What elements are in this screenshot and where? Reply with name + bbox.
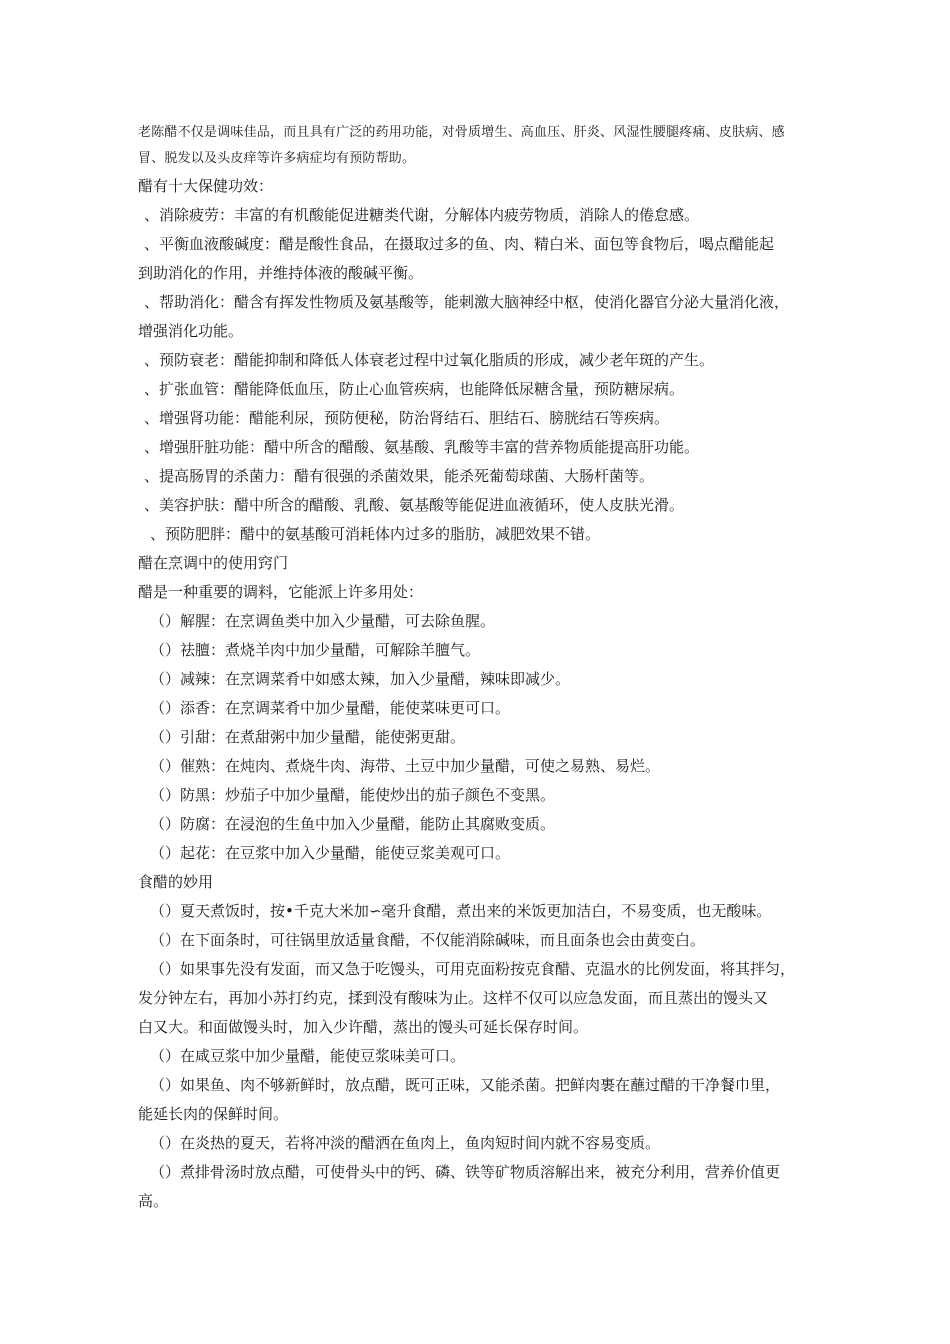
list-item: （）引甜：在煮甜粥中加少量醋，能使粥更甜。 xyxy=(150,728,466,746)
list-item: （）祛膻：煮烧羊肉中加少量醋，可解除羊膻气。 xyxy=(150,641,481,659)
benefit-item: 、提高肠胃的杀菌力：醋有很强的杀菌效果，能杀死葡萄球菌、大肠杆菌等。 xyxy=(144,467,655,485)
list-item-continuation: 能延长肉的保鲜时间。 xyxy=(138,1105,289,1123)
list-item: （）在下面条时，可往锅里放适量食醋，不仅能消除碱味，而且面条也会由黄变白。 xyxy=(150,931,706,949)
benefit-item: 、增强肝脏功能：醋中所含的醋酸、氨基酸、乳酸等丰富的营养物质能提高肝功能。 xyxy=(144,438,700,456)
list-item: （）减辣：在烹调菜肴中如感太辣，加入少量醋，辣味即减少。 xyxy=(150,670,571,688)
document-page xyxy=(138,120,838,1216)
section-subheading: 醋是一种重要的调料，它能派上许多用处： xyxy=(138,583,424,601)
section-heading-health-benefits: 醋有十大保健功效： xyxy=(138,177,274,195)
vinegar-uses-list xyxy=(138,897,838,1216)
intro-line: 老陈醋不仅是调味佳品，而且具有广泛的药用功能，对骨质增生、高血压、肝炎、风湿性腰腿疼痛、皮肤病、感 xyxy=(138,125,785,140)
benefit-item-continuation: 增强消化功能。 xyxy=(138,322,244,340)
benefit-item: 、增强肾功能：醋能利尿，预防便秘，防治肾结石、胆结石、膀胱结石等疾病。 xyxy=(144,409,670,427)
list-item: （）防腐：在浸泡的生鱼中加入少量醋，能防止其腐败变质。 xyxy=(150,815,556,833)
list-item: （）煮排骨汤时放点醋，可使骨头中的钙、磷、铁等矿物质溶解出来，被充分利用，营养价值更 xyxy=(150,1163,781,1181)
cooking-tips-list xyxy=(138,607,838,868)
benefit-item: 、帮助消化：醋含有挥发性物质及氨基酸等，能刺激大脑神经中枢，使消化器官分泌大量消化液， xyxy=(144,293,790,311)
list-item-continuation: 白又大。和面做馒头时，加入少许醋，蒸出的馒头可延长保存时间。 xyxy=(138,1018,589,1036)
list-item: （）添香：在烹调菜肴中加少量醋，能使菜味更可口。 xyxy=(150,699,511,717)
list-item: （）解腥：在烹调鱼类中加入少量醋，可去除鱼腥。 xyxy=(150,612,496,630)
benefit-item: 、平衡血液酸碱度：醋是酸性食品，在摄取过多的鱼、肉、精白米、面包等食物后，喝点醋能起 xyxy=(144,235,775,253)
list-item: （）防黑：炒茄子中加少量醋，能使炒出的茄子颜色不变黑。 xyxy=(150,786,556,804)
list-item-continuation: 高。 xyxy=(138,1192,169,1210)
section-heading-cooking-tips: 醋在烹调中的使用窍门 xyxy=(138,554,289,572)
list-item: （）起花：在豆浆中加入少量醋，能使豆浆美观可口。 xyxy=(150,844,511,862)
list-item: （）如果事先没有发面，而又急于吃馒头，可用克面粉按克食醋、克温水的比例发面，将其拌匀， xyxy=(150,960,796,978)
intro-line: 冒、脱发以及头皮痒等许多病症均有预防帮助。 xyxy=(138,151,416,166)
list-item: （）催熟：在炖肉、煮烧牛肉、海带、土豆中加少量醋，可使之易熟、易烂。 xyxy=(150,757,661,775)
list-item-continuation: 发分钟左右，再加小苏打约克，揉到没有酸味为止。这样不仅可以应急发面，而且蒸出的馒头又 xyxy=(138,989,769,1007)
section-heading-vinegar-uses: 食醋的妙用 xyxy=(138,873,214,891)
benefit-item: 、消除疲劳：丰富的有机酸能促进糖类代谢，分解体内疲劳物质，消除人的倦怠感。 xyxy=(144,206,700,224)
benefit-item: 、扩张血管：醋能降低血压，防止心血管疾病，也能降低尿糖含量，预防糖尿病。 xyxy=(144,380,685,398)
list-item: （）在炎热的夏天，若将冲淡的醋洒在鱼肉上，鱼肉短时间内就不容易变质。 xyxy=(150,1134,661,1152)
benefit-item-continuation: 到助消化的作用，并维持体液的酸碱平衡。 xyxy=(138,264,424,282)
list-item: （）夏天煮饭时，按•千克大米加∽毫升食醋，煮出来的米饭更加洁白，不易变质，也无酸味。 xyxy=(150,902,772,920)
benefit-item: 、美容护肤：醋中所含的醋酸、乳酸、氨基酸等能促进血液循环，使人皮肤光滑。 xyxy=(144,496,685,514)
benefit-item: 、预防肥胖：醋中的氨基酸可消耗体内过多的脂肪，减肥效果不错。 xyxy=(150,525,601,543)
list-item: （）在咸豆浆中加少量醋，能使豆浆味美可口。 xyxy=(150,1047,466,1065)
list-item: （）如果鱼、肉不够新鲜时，放点醋，既可正味，又能杀菌。把鲜肉裹在蘸过醋的干净餐巾里， xyxy=(150,1076,781,1094)
benefit-item: 、预防衰老：醋能抑制和降低人体衰老过程中过氧化脂质的形成，减少老年斑的产生。 xyxy=(144,351,715,369)
